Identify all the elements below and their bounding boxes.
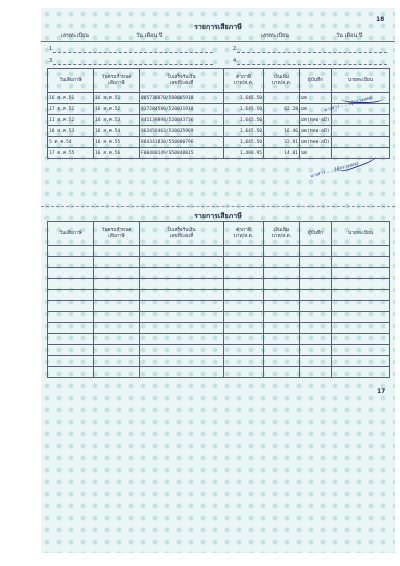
empty-cell (264, 334, 300, 345)
col-paid-date: วันเสียภาษี (48, 69, 94, 93)
table-row (48, 345, 390, 356)
col-receipt: ใบเสร็จรับเงิน เลขที่/เล่มที่ (140, 69, 224, 93)
tax-amount: 1,645.50 (224, 137, 264, 148)
table-row (48, 323, 390, 334)
empty-cell (300, 356, 332, 367)
due-date: 16 ส.ค.53 (94, 115, 140, 126)
row-index-4: 4. (233, 58, 238, 64)
empty-cell (264, 268, 300, 279)
empty-cell (264, 257, 300, 268)
empty-cell (264, 290, 300, 301)
header-divider (41, 41, 395, 42)
paid-date: 16 ส.ค.51 (48, 93, 94, 104)
empty-cell (332, 301, 390, 312)
table-row (48, 356, 390, 367)
empty-cell (224, 334, 264, 345)
due-date: 16 ส.ค.51 (94, 93, 140, 104)
empty-cell (224, 345, 264, 356)
empty-cell (264, 301, 300, 312)
col-tax: ค่าภาษี บาท/ส.ต. (224, 222, 264, 246)
empty-cell (48, 268, 94, 279)
empty-cell (300, 246, 332, 257)
paid-date: 18 ส.ค.53 (48, 126, 94, 137)
empty-cell (94, 301, 140, 312)
table-row (48, 301, 390, 312)
empty-cell (224, 356, 264, 367)
empty-cell (94, 246, 140, 257)
empty-cell (300, 268, 332, 279)
empty-cell (332, 290, 390, 301)
officer-stamp: นางสาว ..... (ผู้ตรวจสอบ) (309, 161, 360, 180)
receipt-no: F00480149/S50048815 (140, 148, 224, 159)
tax-amount: 1,645.50 (224, 115, 264, 126)
empty-cell (300, 367, 332, 378)
due-date: 16 ส.ค.52 (94, 104, 140, 115)
table-row (48, 257, 390, 268)
empty-cell (264, 323, 300, 334)
empty-cell (332, 268, 390, 279)
section-separator (41, 206, 395, 207)
empty-cell (300, 323, 332, 334)
empty-cell (48, 312, 94, 323)
empty-cell (264, 279, 300, 290)
empty-cell (94, 367, 140, 378)
extra-amount (264, 115, 300, 126)
receipt-no: 863456463/530035969 (140, 126, 224, 137)
empty-cell (94, 268, 140, 279)
empty-cell (224, 246, 264, 257)
col-extra: เงินเพิ่ม บาท/ส.ต. (264, 222, 300, 246)
recorder: มด (300, 148, 332, 159)
empty-cell (140, 334, 224, 345)
empty-cell (300, 279, 332, 290)
blank-line-2 (237, 52, 387, 53)
paid-date: 5 ต.ค.54 (48, 137, 94, 148)
empty-cell (140, 290, 224, 301)
empty-cell (224, 312, 264, 323)
paid-date: 17 ธ.ค.51 (48, 104, 94, 115)
recorder: มด(หลอ-อมิ) (300, 126, 332, 137)
empty-cell (264, 312, 300, 323)
empty-cell (300, 301, 332, 312)
empty-cell (94, 356, 140, 367)
table-row (48, 279, 390, 290)
section-title-bottom: รายการเสียภาษี (194, 212, 242, 220)
table-row (48, 334, 390, 345)
recorder: มด (300, 104, 332, 115)
empty-cell (140, 323, 224, 334)
empty-cell (48, 279, 94, 290)
table-row (48, 115, 390, 126)
empty-cell (300, 312, 332, 323)
empty-cell (140, 257, 224, 268)
empty-cell (300, 290, 332, 301)
registrar-sign (332, 137, 390, 148)
empty-cell (224, 257, 264, 268)
extra-amount: 16.46 (264, 126, 300, 137)
receipt-no: 805738070/500005918 (140, 93, 224, 104)
empty-cell (224, 301, 264, 312)
table-row (48, 367, 390, 378)
empty-cell (224, 323, 264, 334)
receipt-no: 841139898/520043736 (140, 115, 224, 126)
due-date: 16 ส.ค.55 (94, 137, 140, 148)
table-row (48, 290, 390, 301)
blank-line-1 (53, 52, 213, 53)
col-due-date: วันครบกำหนด เสียภาษี (94, 222, 140, 246)
empty-cell (332, 323, 390, 334)
col-registrar: นายทะเบียน (332, 69, 390, 93)
col-recorder: ผู้บันทึก (300, 222, 332, 246)
extra-amount: 82.28 (264, 104, 300, 115)
due-date: 16 ส.ค.54 (94, 126, 140, 137)
empty-cell (140, 345, 224, 356)
empty-cell (300, 334, 332, 345)
empty-cell (94, 345, 140, 356)
empty-cell (48, 334, 94, 345)
empty-cell (140, 279, 224, 290)
empty-cell (264, 246, 300, 257)
col-extra: เงินเพิ่ม บาท/ส.ต. (264, 69, 300, 93)
empty-cell (332, 345, 390, 356)
date-label-1: วัน เดือน ปี (136, 33, 163, 39)
empty-cell (332, 367, 390, 378)
tax-amount: 1,645.50 (224, 93, 264, 104)
empty-cell (224, 268, 264, 279)
registrar-sign (332, 115, 390, 126)
empty-cell (48, 367, 94, 378)
col-recorder: ผู้บันทึก (300, 69, 332, 93)
recorder: มด(หลอ-อมิ) (300, 115, 332, 126)
col-paid-date: วันเสียภาษี (48, 222, 94, 246)
row-index-1: 1. (49, 46, 54, 52)
empty-cell (94, 323, 140, 334)
row-index-2: 2. (233, 46, 238, 52)
officer-stamp: นางสาว ..... (ผู้ตรวจสอบ) (323, 95, 374, 114)
due-date: 16 ส.ค.56 (94, 148, 140, 159)
table-row (48, 148, 390, 159)
paid-date: 17 ต.ค.55 (48, 148, 94, 159)
empty-cell (140, 301, 224, 312)
empty-cell (140, 312, 224, 323)
empty-cell (94, 290, 140, 301)
col-tax: ค่าภาษี บาท/ส.ต. (224, 69, 264, 93)
col-due-date: วันครบกำหนด เสียภาษี (94, 69, 140, 93)
recorder: มด (300, 93, 332, 104)
empty-cell (300, 345, 332, 356)
empty-cell (264, 367, 300, 378)
empty-cell (94, 257, 140, 268)
empty-cell (140, 246, 224, 257)
reg-no-label-1: เลขทะเบียน (61, 33, 89, 39)
blank-line-4 (237, 64, 387, 65)
empty-cell (332, 356, 390, 367)
extra-amount: 32.91 (264, 137, 300, 148)
paid-date: 11 ส.ค.52 (48, 115, 94, 126)
empty-cell (48, 345, 94, 356)
empty-cell (140, 356, 224, 367)
date-label-2: วัน เดือน ปี (336, 33, 363, 39)
empty-cell (224, 279, 264, 290)
registrar-sign (332, 126, 390, 137)
empty-cell (332, 312, 390, 323)
empty-cell (48, 323, 94, 334)
tax-table-bottom (47, 221, 390, 378)
table-row (48, 126, 390, 137)
empty-cell (332, 246, 390, 257)
col-registrar: นายทะเบียน (332, 222, 390, 246)
col-receipt: ใบเสร็จรับเงิน เลขที่/เล่มที่ (140, 222, 224, 246)
empty-cell (94, 279, 140, 290)
empty-cell (48, 257, 94, 268)
empty-cell (94, 312, 140, 323)
empty-cell (48, 356, 94, 367)
blank-line-3 (53, 64, 213, 65)
tax-table-top (47, 68, 390, 159)
table-row (48, 137, 390, 148)
receipt-no: 837284580/520011918 (140, 104, 224, 115)
tax-amount: 1,645.50 (224, 126, 264, 137)
empty-cell (332, 279, 390, 290)
empty-cell (264, 356, 300, 367)
extra-amount (264, 93, 300, 104)
extra-amount: 14.81 (264, 148, 300, 159)
empty-cell (48, 290, 94, 301)
page-number-bottom: 17 (377, 388, 386, 395)
reg-no-label-2: เลขทะเบียน (261, 33, 289, 39)
table-row (48, 246, 390, 257)
row-index-3: 3. (49, 58, 54, 64)
empty-cell (300, 257, 332, 268)
registration-page (41, 8, 395, 553)
receipt-no: 884341830/550000796 (140, 137, 224, 148)
table-row (48, 268, 390, 279)
tax-amount: 1,645.50 (224, 104, 264, 115)
empty-cell (264, 345, 300, 356)
empty-cell (140, 268, 224, 279)
empty-cell (332, 334, 390, 345)
tax-amount: 1,480.95 (224, 148, 264, 159)
empty-cell (224, 290, 264, 301)
empty-cell (224, 367, 264, 378)
section-title-top: รายการเสียภาษี (194, 23, 242, 31)
table-row (48, 312, 390, 323)
empty-cell (94, 334, 140, 345)
page-number-top: 18 (376, 16, 385, 23)
empty-cell (48, 246, 94, 257)
empty-cell (48, 301, 94, 312)
recorder: มด(หลอ-อมิ) (300, 137, 332, 148)
empty-cell (140, 367, 224, 378)
empty-cell (332, 257, 390, 268)
